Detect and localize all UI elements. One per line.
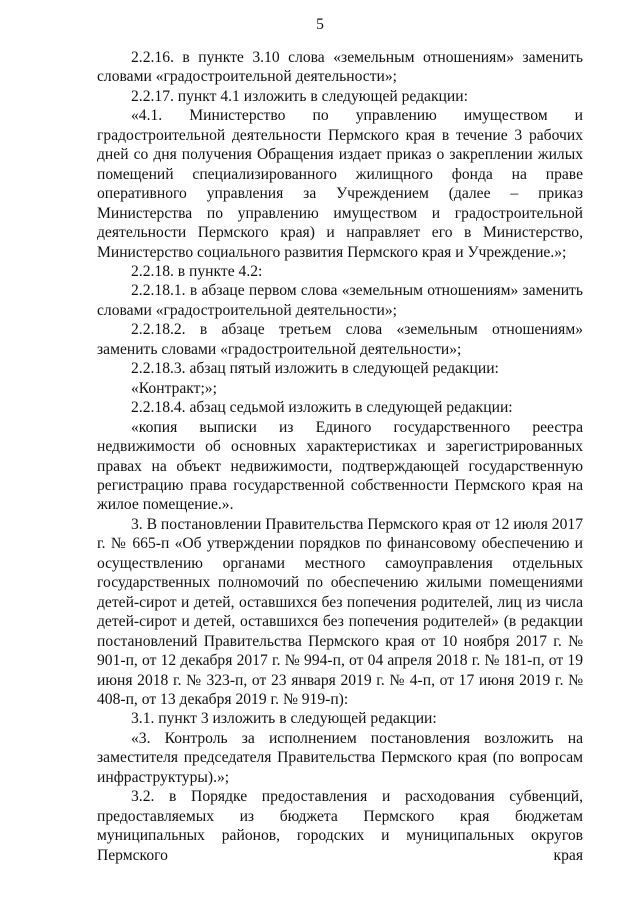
paragraph-2-2-18: 2.2.18. в пункте 4.2: xyxy=(131,262,263,280)
paragraph-2-2-16: 2.2.16. в пункте 3.10 слова «земельным отношениям» заменить словами «градостроительной деятельности»; xyxy=(97,49,583,86)
paragraph-3: 3. В постановлении Правительства Пермского края от 12 июля 2017 г. № 665-п «Об утверждении порядков по финансовому обеспечению и осуществлению органами местного самоуправления отдельных государственных полномочий по обеспечению жилыми помещениями детей-сирот и детей, оставшихся без попечения родителей, лиц из числа детей-сирот и детей, оставшихся без попечения родителей» (в редакции постановлений Правительства Пермского края от 10 ноября 2017 г. № 901-п, от 12 декабря 2017 г. № 994-п, от 04 апреля 2018 г. № 181-п, от 19 июня 2018 г. № 323-п, от 23 января 2019 г. № 4-п, от 17 июня 2019 г. № 408-п, от 13 декабря 2019 г. № 919-п): xyxy=(97,515,583,708)
paragraph-quote-3-control: «3. Контроль за исполнением постановления возложить на заместителя председателя Правительства Пермского края (по вопросам инфраструктуры).»; xyxy=(97,729,583,786)
paragraph-quote-registry-extract: «копия выписки из Единого государственного реестра недвижимости об основных характеристиках и зарегистрированных правах на объект недвижимости, подтверждающей государственную регистрацию права государственной собственности Пермского края на жилое помещение.». xyxy=(97,418,583,514)
paragraph-2-2-18-1: 2.2.18.1. в абзаце первом слова «земельным отношениям» заменить словами «градостроительной деятельности»; xyxy=(97,282,583,319)
paragraph-2-2-17: 2.2.17. пункт 4.1 изложить в следующей редакции: xyxy=(131,87,468,105)
paragraph-2-2-18-4: 2.2.18.4. абзац седьмой изложить в следующей редакции: xyxy=(131,399,513,417)
paragraph-quote-4-1: «4.1. Министерство по управлению имуществом и градостроительной деятельности Пермского края в течение 3 рабочих дней со дня получения Обращения издает приказ о закреплении жилых помещений специализированного жилищного фонда на праве оперативного управления за Учреждением (далее – приказ Министерства по управлению имуществом и градостроительной деятельности Пермского края) и направляет его в Министерство, Министерство социального развития Пермского края и Учреждение.»; xyxy=(97,107,583,261)
page-number: 5 xyxy=(316,16,324,33)
paragraph-3-2: 3.2. в Порядке предоставления и расходования субвенций, предоставляемых из бюджета Пермского края бюджетам муниципальных районов, городских и муниципальных округов Пермского края xyxy=(97,788,583,864)
paragraph-2-2-18-3: 2.2.18.3. абзац пятый изложить в следующей редакции: xyxy=(131,360,499,378)
paragraph-quote-contract: «Контракт;»; xyxy=(131,379,217,397)
document-body xyxy=(97,48,583,865)
paragraph-2-2-18-2: 2.2.18.2. в абзаце третьем слова «земельным отношениям» заменить словами «градостроительной деятельности»; xyxy=(97,321,583,358)
paragraph-3-1: 3.1. пункт 3 изложить в следующей редакции: xyxy=(131,710,437,728)
